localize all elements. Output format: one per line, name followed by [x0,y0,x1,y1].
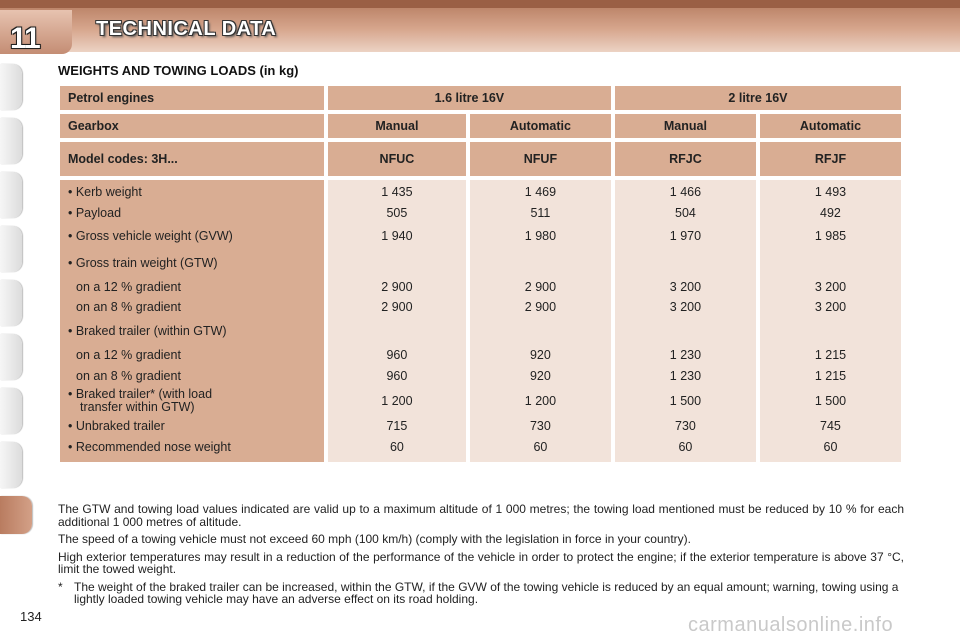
model-code: NFUC [328,142,466,176]
value-cell: 1 940 [381,229,413,244]
value-cell: 920 [529,347,551,362]
row-label: • Braked trailer (within GTW) [68,324,227,339]
values-column-rfjc [615,180,756,462]
row-label: on a 12 % gradient [76,279,181,294]
value-cell: 511 [530,205,551,220]
value-cell: 960 [386,347,408,362]
model-code: RFJC [615,142,756,176]
values-column-nfuf [470,180,611,462]
side-tab[interactable] [0,226,22,272]
row-label: • Recommended nose weight [68,439,231,454]
engine-2-0: 2 litre 16V [615,86,901,110]
page-title: TECHNICAL DATA [96,18,277,40]
value-cell: 3 200 [814,300,847,315]
value-cell: 2 900 [524,279,557,294]
engines-header-row [60,86,901,110]
footnote [58,581,904,606]
value-cell: 1 215 [814,347,847,362]
value-cell: 60 [678,439,693,454]
value-cell: 3 200 [669,300,702,315]
watermark: carmanualsonline.info [688,614,894,636]
row-label: on an 8 % gradient [76,368,181,383]
gearbox-label: Gearbox [60,114,324,138]
row-label: • Unbraked trailer [68,419,165,434]
row-label: • Kerb weight [68,185,142,199]
value-cell: 730 [675,419,696,434]
value-cell: 1 435 [381,185,413,199]
value-cell: 920 [529,368,551,383]
value-cell: 60 [533,439,548,454]
value-cell: 2 900 [524,300,557,315]
value-cell: 1 469 [524,185,557,199]
values-column-rfjf [760,180,901,462]
value-cell: 1 980 [524,229,557,244]
value-cell: 1 493 [814,185,847,199]
footnote-marker: * [58,579,63,594]
value-cell-empty [764,250,897,277]
value-cell: 960 [386,368,408,383]
value-cell-empty [764,318,897,345]
value-cell: 492 [820,205,841,220]
model-header-row [60,142,901,176]
model-label: Model codes: 3H... [60,142,324,176]
side-tab-active[interactable] [0,496,32,534]
value-cell: 715 [386,419,408,434]
row-label: • Payload [68,205,122,220]
notes-section [58,503,904,606]
gearbox-cell: Automatic [470,114,611,138]
gearbox-cell: Manual [328,114,466,138]
gearbox-header-row [60,114,901,138]
gearbox-cell: Manual [615,114,756,138]
value-cell: 3 200 [669,279,702,294]
row-label: on an 8 % gradient [76,300,181,315]
value-cell: 1 500 [669,393,702,408]
values-column-nfuc [328,180,466,462]
value-cell: 505 [386,205,408,220]
note-paragraph: The speed of a towing vehicle must not exceed 60 mph (100 km/h) (comply with the legislation in force in your country). [58,532,691,546]
side-tab[interactable] [0,442,22,488]
side-tab[interactable] [0,388,22,434]
value-cell: 2 900 [381,300,413,315]
model-code: RFJF [760,142,901,176]
chapter-number: 11 [10,22,40,55]
side-tab[interactable] [0,118,22,164]
value-cell: 1 200 [524,393,557,408]
gearbox-cell: Automatic [760,114,901,138]
row-label: • Gross vehicle weight (GVW) [68,229,233,244]
row-label: on a 12 % gradient [76,347,181,362]
value-cell: 1 466 [669,185,702,199]
value-cell: 60 [823,439,838,454]
value-cell: 60 [389,439,404,454]
value-cell-empty [332,318,462,345]
engines-label: Petrol engines [60,86,324,110]
footnote-text: The weight of the braked trailer can be increased, within the GTW, if the GVW of the towing vehicle is reduced by an equal amount; warning, towing using a lightly loaded towing vehicle may have an adverse effect on its road holding. [74,579,899,606]
row-label-part: • Braked trailer* (with load [68,387,213,402]
values-row [60,180,901,462]
header-top-strip [0,0,960,8]
page-number: 134 [20,609,42,624]
engine-1-6: 1.6 litre 16V [328,86,611,110]
value-cell-empty [332,250,462,277]
value-cell-empty [474,250,607,277]
value-cell-empty [619,318,752,345]
side-tab[interactable] [0,280,22,326]
value-cell-empty [619,250,752,277]
row-labels-cell [60,180,324,462]
row-label: • Gross train weight (GTW) [68,256,218,271]
section-title: WEIGHTS AND TOWING LOADS (in kg) [58,63,299,78]
note-paragraph: The GTW and towing load values indicated are valid up to a maximum altitude of 1 000 metres; the towing load mentioned must be reduced by 10 % for each additional 1 000 metres of altitude. [58,502,904,529]
note-paragraph: High exterior temperatures may result in a reduction of the performance of the vehicle in order to protect the engine; if the exterior temperature is above 37 °C, limit the towed weight. [58,549,904,576]
side-tab[interactable] [0,172,22,218]
value-cell: 504 [675,205,696,220]
weights-table [56,82,905,466]
side-tab[interactable] [0,334,22,380]
row-label-part: transfer within GTW) [80,400,195,415]
row-label [68,386,316,416]
value-cell: 1 215 [814,368,847,383]
value-cell: 1 500 [814,393,847,408]
side-tab-strip [0,64,22,542]
value-cell: 1 230 [669,347,702,362]
value-cell: 1 200 [381,393,413,408]
model-code: NFUF [470,142,611,176]
side-tab[interactable] [0,64,22,110]
value-cell: 1 230 [669,368,702,383]
value-cell: 730 [529,419,551,434]
value-cell: 745 [820,419,841,434]
value-cell-empty [474,318,607,345]
value-cell: 2 900 [381,279,413,294]
value-cell: 1 970 [669,229,702,244]
value-cell: 1 985 [814,229,847,244]
value-cell: 3 200 [814,279,847,294]
chapter-tab [0,10,72,54]
